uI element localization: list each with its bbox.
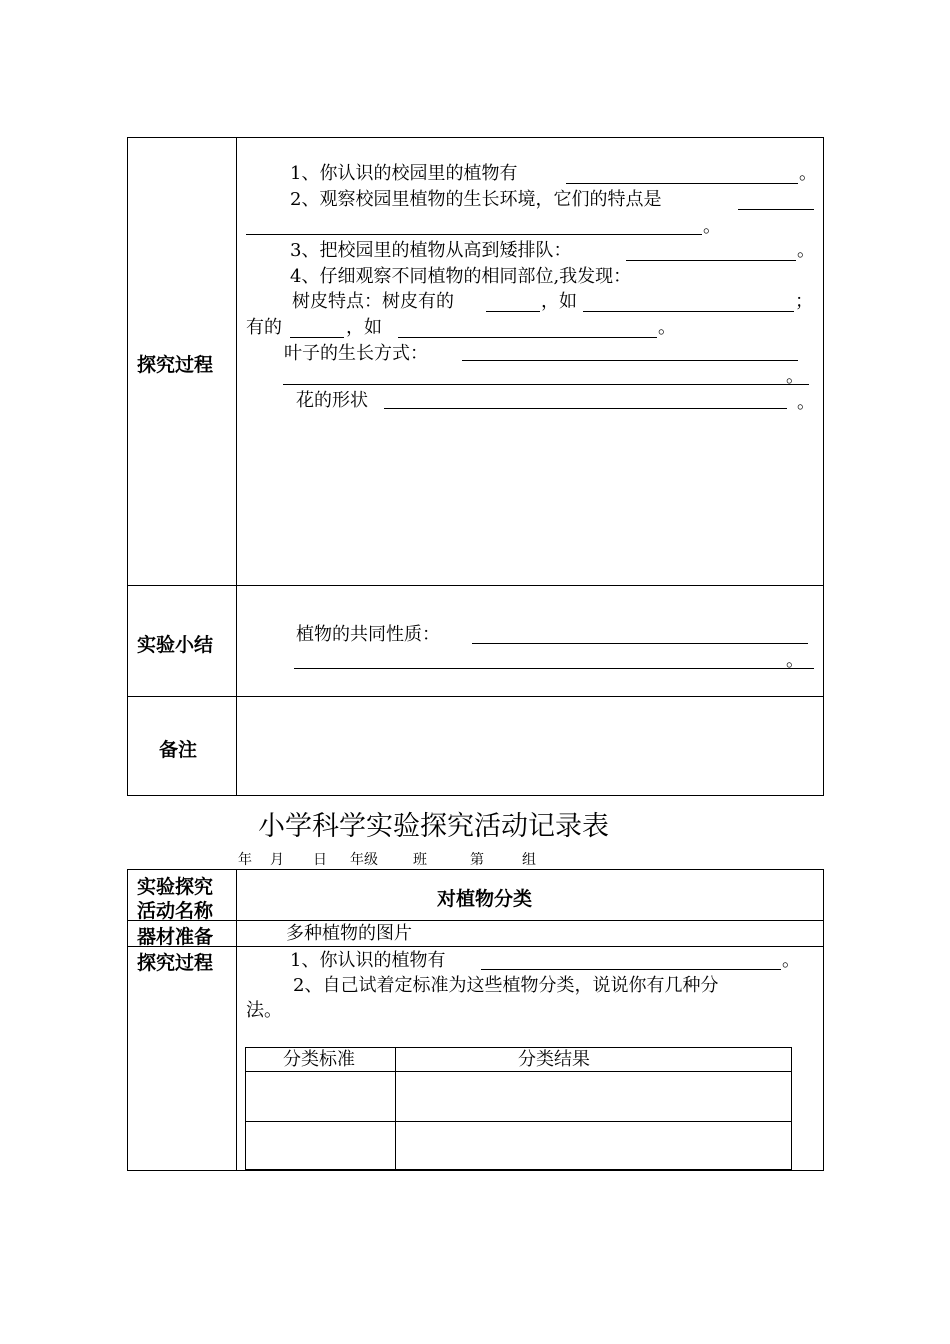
leaf-blank-1[interactable] — [462, 360, 798, 361]
process-label-2: 探究过程 — [137, 952, 214, 974]
no: 第 — [470, 852, 484, 868]
question-2-2-cont: 法。 — [246, 1000, 282, 1021]
equipment-value: 多种植物的图片 — [286, 923, 412, 944]
leaf-blank-2[interactable] — [283, 384, 809, 385]
class: 班 — [413, 852, 427, 868]
notes-label: 备注 — [159, 739, 198, 761]
question-1-text: 1、你认识的校园里的植物有 — [290, 163, 518, 184]
bark-blank-1[interactable] — [486, 311, 540, 312]
question-2-2-text: 2、自己试着定标准为这些植物分类，说说你有几种分 — [293, 975, 719, 996]
answer-line-2-1[interactable] — [481, 969, 781, 970]
cell-result-2[interactable] — [396, 1122, 791, 1169]
date-year: 年 — [238, 852, 252, 868]
header-result: 分类结果 — [518, 1049, 590, 1070]
answer-line-2b[interactable] — [246, 234, 702, 235]
question-2-end: 。 — [703, 216, 721, 237]
bark-blank-4[interactable] — [398, 337, 657, 338]
header-standard: 分类标准 — [283, 1049, 355, 1070]
date-day: 日 — [313, 852, 327, 868]
leaf-end: 。 — [786, 366, 804, 387]
page-title: 小学科学实验探究活动记录表 — [258, 811, 609, 842]
question-4-text: 4、仔细观察不同植物的相同部位,我发现： — [290, 266, 632, 287]
bark-blank-2[interactable] — [583, 311, 794, 312]
activity-name-label-2: 活动名称 — [137, 900, 214, 922]
question-2-1-text: 1、你认识的植物有 — [290, 950, 446, 971]
bark-blank-3[interactable] — [290, 337, 344, 338]
cell-standard-2[interactable] — [246, 1122, 395, 1169]
bark-text-c: ； — [795, 291, 813, 312]
bark-text-b: ，如 — [541, 291, 577, 312]
flower-end: 。 — [797, 392, 815, 413]
question-1-end: 。 — [799, 163, 817, 184]
answer-line-1[interactable] — [566, 183, 798, 184]
question-3-text: 3、把校园里的植物从高到矮排队： — [290, 240, 572, 261]
activity-name-value: 对植物分类 — [437, 888, 533, 910]
answer-line-3[interactable] — [626, 260, 796, 261]
summary-label: 实验小结 — [137, 634, 214, 656]
activity-name-label-1: 实验探究 — [137, 876, 214, 898]
summary-text: 植物的共同性质： — [296, 624, 440, 645]
bark-text-e: ，如 — [346, 317, 382, 338]
question-3-end: 。 — [797, 240, 815, 261]
answer-line-2a[interactable] — [738, 209, 814, 210]
bark-text-a: 树皮特点：树皮有的 — [292, 291, 454, 312]
summary-end: 。 — [786, 650, 804, 671]
summary-blank-2[interactable] — [294, 668, 814, 669]
bark-text-d: 有的 — [246, 317, 282, 338]
question-2-text: 2、观察校园里植物的生长环境，它们的特点是 — [290, 189, 662, 210]
flower-blank[interactable] — [384, 408, 787, 409]
grade: 年级 — [350, 852, 378, 868]
leaf-text: 叶子的生长方式： — [284, 343, 428, 364]
date-month: 月 — [270, 852, 284, 868]
question-2-1-end: 。 — [782, 950, 800, 971]
summary-blank-1[interactable] — [472, 643, 808, 644]
process-label: 探究过程 — [137, 354, 214, 376]
flower-text: 花的形状 — [296, 390, 368, 411]
equipment-label: 器材准备 — [137, 926, 214, 948]
group: 组 — [522, 852, 536, 868]
cell-standard-1[interactable] — [246, 1072, 395, 1121]
cell-result-1[interactable] — [396, 1072, 791, 1121]
bark-text-f: 。 — [658, 317, 676, 338]
